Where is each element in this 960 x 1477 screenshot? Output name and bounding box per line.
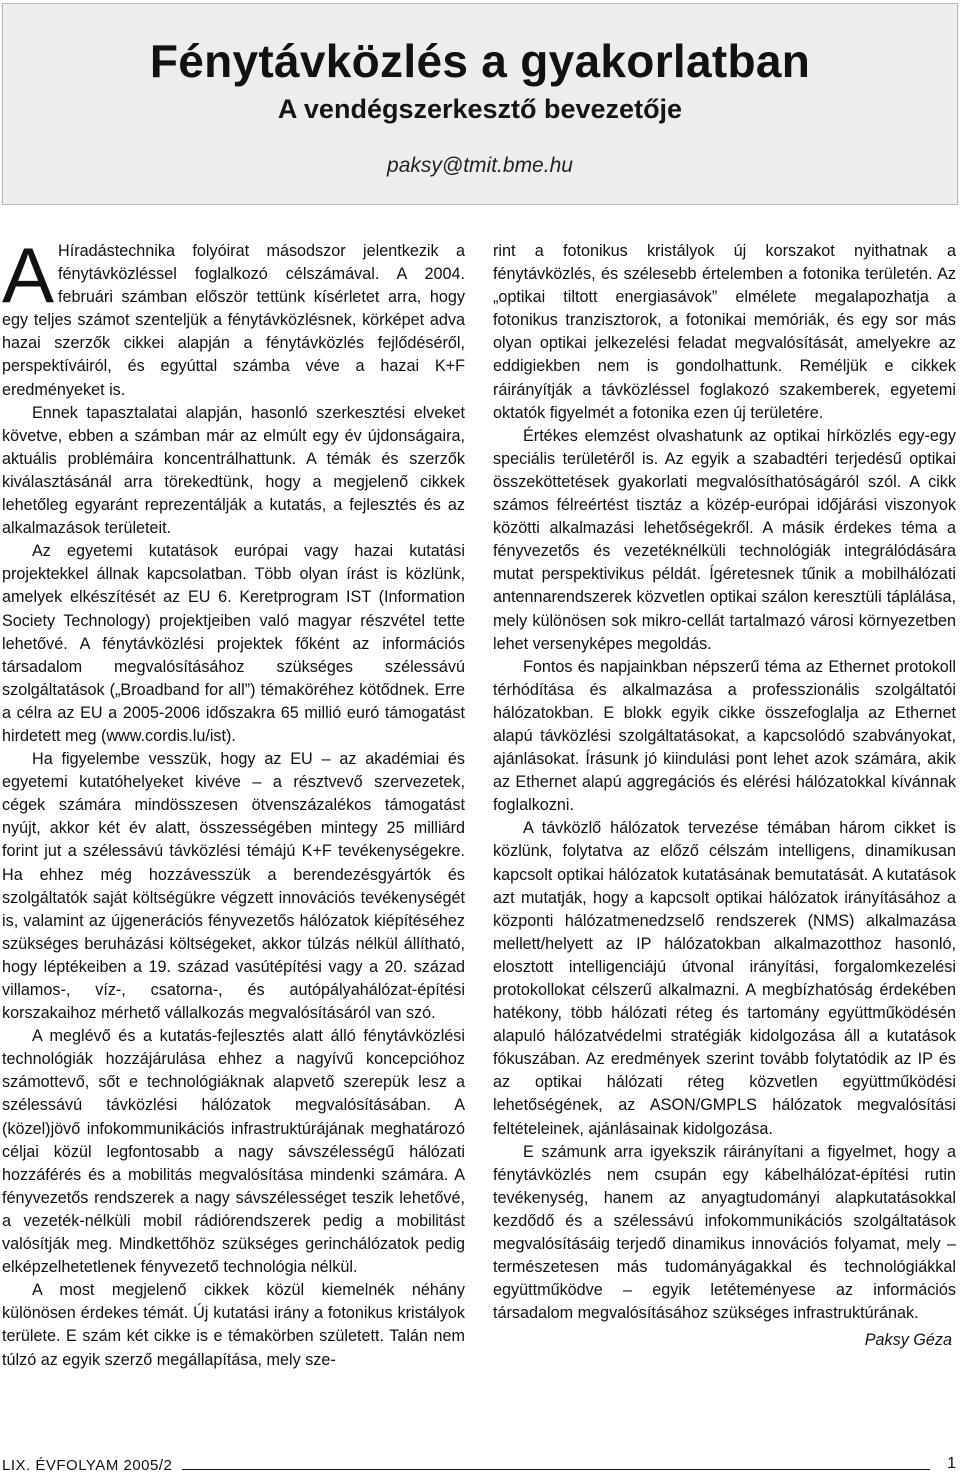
paragraph: Ha figyelembe vesszük, hogy az EU – az akadémiai és egyetemi kutatóhelyeket kivéve – a résztvevő szervezetek, cégek számára mindösszesen ötvenszázalékos támogatást nyújt, akkor két év alatt, összességében mintegy 25 milliárd forint jut a szélessávú távközlési témájú K+F tevékenységekre. Ha ehhez még hozzávesszük a berendezésgyártók és szolgáltatók saját költségükre végzett innovációs tevékenységét is, valamint az újgenerációs fényvezetős hálózatok kiépítéséhez szükséges beruházási költségeket, akkor túlzás nélkül állítható, hogy léptékeiben a 19. század vasútépítési vagy a 20. század villamos-, víz-, csatorna-, és autópályahálózat-építési korszakaihoz mérhető vállalkozás megvalósításáról van szó.: [2, 750, 465, 1023]
page-subtitle: A vendégszerkesztő bevezetője: [277, 94, 683, 124]
header-box: [2, 3, 958, 205]
paragraph: [2, 240, 465, 402]
right-column: [493, 240, 956, 1425]
author-email: paksy@tmit.bme.hu: [387, 154, 573, 177]
paragraph: Fontos és napjainkban népszerű téma az Ethernet protokoll térhódítása és alkalmazása a professzionális szolgáltatói hálózatokban. E blokk egyik cikke összefoglalja az Ethernet alapú távközlési szolgáltatásokat, a kapcsolódó szabványokat, ajánlásokat. Írásunk jó kiindulási pont lehet azok számára, akik az Ethernet alapú aggregációs és elérési hálózatokkal kívánnak foglalkozni.: [493, 657, 956, 815]
paragraph: A távközlő hálózatok tervezése témában három cikket is közlünk, folytatva az előző célszám intelligens, dinamikusan kapcsolt optikai hálózatok kutatásának bemutatását. A kutatások azt mutatják, hogy a kapcsolt optikai hálózatok irányításához a központi hálózatmenedzselő rendszerek (NMS) alkalmazása mellett/helyett az IP hálózatokban alkalmazotthoz hasonló, elosztott intelligenciájú útvonal irányítási, forgalomkezelési protokollokat célszerű alkalmazni. A megbízhatóság érdekében hatékony, több hálózati réteg és tartomány együttműködésén alapuló hálózatvédelmi stratégiák kidolgozása áll a kutatások fókuszában. Az eredmények szerint tovább folytatódik az IP és az optikai hálózati réteg közvetlen együttműködési lehetőségének, az ASON/GMPLS hálózatok megvalósítási feltételeinek, ajánlásainak kidolgozása.: [493, 819, 956, 1138]
journal-issue: LIX. ÉVFOLYAM 2005/2: [2, 1457, 173, 1474]
paragraph: A most megjelenő cikkek közül kiemelnék néhány különösen érdekes témát. Új kutatási irány a fotonikus kristályok területe. E szám két cikke is e témakörben született. Talán nem túlzó az egyik szerző megállapítása, mely sze-: [2, 1281, 465, 1369]
paragraph: Az egyetemi kutatások európai vagy hazai kutatási projektekkel állnak kapcsolatban. Több olyan írást is közlünk, amelyek elkészítését az EU 6. Keretprogram IST (Information Society Technology) projektjeiben való magyar részvétel tette lehetővé. A fénytávközlési projektek főként az információs társadalom megvalósításához szükséges szélessávú szolgáltatások („Broadband for all”) témaköréhez kötődnek. Erre a célra az EU a 2005-2006 időszakra 65 millió euró támogatást hirdetett meg (www.cordis.lu/ist).: [2, 542, 465, 745]
paragraph: rint a fotonikus kristályok új korszakot nyithatnak a fénytávközlés, és szélesebb értelemben a fotonika területén. Az „optikai tiltott energiasávok” elmélete megalapozhatja a fotonikus tranzisztorok, a fotonikai memóriák, és egy sor más olyan optikai jelkezelési feladat megvalósítását, amelyekre az eddigiekben nem is gondolhattunk. Reméljük e cikkek ráirányítják a távközléssel foglakozó szakemberek, egyetemi oktatók figyelmét a fotonika ezen új területére.: [493, 242, 956, 422]
footer-divider: [182, 1469, 930, 1470]
paragraph-text: Híradástechnika folyóirat másodszor jelentkezik a fénytávközléssel foglalkozó célszámával. A 2004. februári számban először tettünk kísérletet arra, hogy egy teljes számot szenteljük a fénytávközlésnek, körképet adva hazai szerzők cikkei alapján a fénytávközlés fejlődéséről, perspektíváiról, és egyúttal számba véve a hazai K+F eredményeket is.: [2, 242, 465, 399]
paragraph: Ennek tapasztalatai alapján, hasonló szerkesztési elveket követve, ebben a számban már az elmúlt egy év újdonságaira, aktuális problémáira koncentrálhattunk. A témák és szerzők kiválasztásánál arra törekedtünk, hogy a megjelenő cikkek lehetőleg egyaránt reprezentálják a kutatás, a fejlesztés és az alkalmazások területeit.: [2, 403, 465, 538]
paragraph: E számunk arra igyekszik ráirányítani a figyelmet, hogy a fénytávközlés nem csupán egy kábelhálózat-építési rutin tevékenység, hanem az anyagtudományi alapkutatásokkal kezdődő és a szélessávú infokommunikációs szolgáltatások megvalósításáig terjedő dinamikus innovációs folyamat, mely – természetesen más tudományágakkal és technológiákkal együttműködve – egyik letéteményese az információs társadalom megvalósításához szükséges infrastruktúrának.: [493, 1142, 956, 1323]
page-footer: [2, 1455, 956, 1477]
left-column: [2, 240, 465, 1425]
page-title: Fénytávközlés a gyakorlatban: [149, 35, 811, 87]
drop-cap: A: [2, 240, 55, 319]
paragraph: A meglévő és a kutatás-fejlesztés alatt álló fénytávközlési technológiák hozzájárulása ehhez a nagyívű koncepcióhoz számottevő, sőt e technológiáknak alapvető szerepük lesz a szélessávú távközlési hálózatok megvalósításában. A (közel)jövő infokommunikációs infrastruktúrájának meghatározó céljai közül legfontosabb a nagy sávszélességű hálózati hozzáférés és a mobilitás megvalósítása mindenki számára. A fényvezetős rendszerek a nagy sávszélességet teszik lehetővé, a vezeték-nélküli mobil rádiórendszerek pedig a mobilitást valósítják meg. Mindkettőhöz szükséges gerinchálózatok pedig elképzelhetetlenek fényvezető technológia nélkül.: [2, 1027, 465, 1277]
page-number: 1: [947, 1455, 956, 1472]
author-signature: Paksy Géza: [864, 1331, 952, 1350]
paragraph: Értékes elemzést olvashatunk az optikai hírközlés egy-egy speciális területéről is. Az egyik a szabadtéri terjedésű optikai összeköttetések gyakorlati megvalósíthatóságáról szól. A cikk számos félreértést tisztáz a közép-európai időjárási viszonyok közötti alkalmazási lehetőségekről. A másik érdekes téma a fényvezetős és vezetéknélküli technológiák integrálódására mutat perspektivikus példát. Ígéretesnek tűnik a mobilhálózati antennarendszerek közvetlen optikai szálon keresztüli táplálása, mely különösen sok mikro-cellát tartalmazó városi környezetben lehet versenyképes megoldás.: [493, 426, 956, 653]
